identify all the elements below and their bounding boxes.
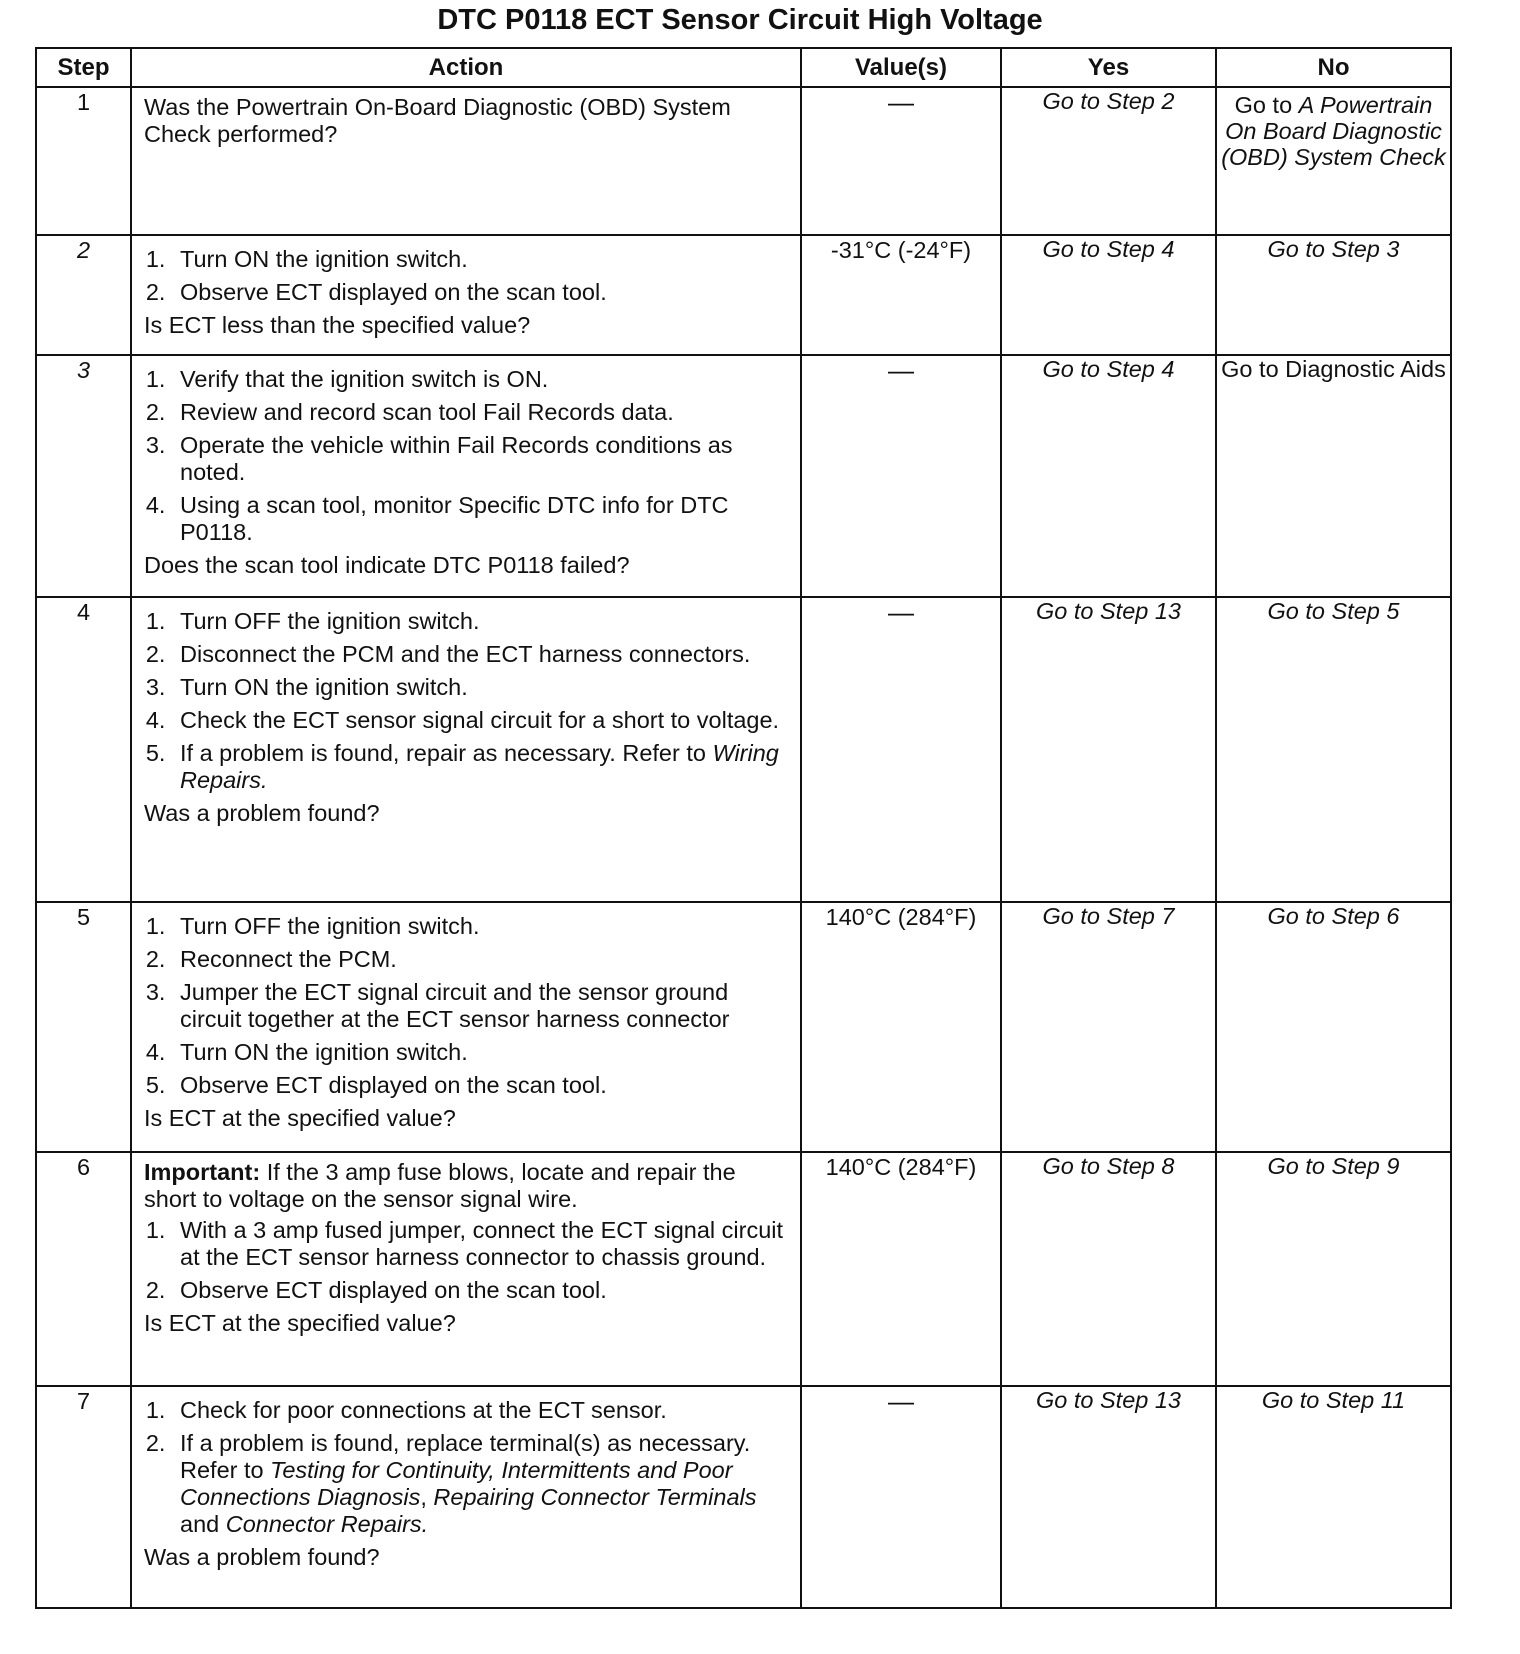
table-row-step-6 [36,1152,1451,1386]
table-header-row [36,48,1451,87]
value-cell: 140°C (284°F) [801,1152,1001,1386]
action-item: 2. Observe ECT displayed on the scan tool. [172,279,790,306]
step-number: 5 [36,902,131,1152]
action-list [144,366,790,546]
action-cell [131,1386,801,1608]
action-item: 1. Verify that the ignition switch is ON. [172,366,790,393]
action-item-text: If a problem is found, replace terminal(s) as necessary. Refer to [180,1430,751,1483]
action-item: 2. Observe ECT displayed on the scan tool. [172,1277,790,1304]
header-yes: Yes [1001,48,1216,87]
yes-cell[interactable]: Go to Step 2 [1001,87,1216,235]
action-item: 3. Turn ON the ignition switch. [172,674,790,701]
value-cell: 140°C (284°F) [801,902,1001,1152]
reference-link[interactable]: Repairing Connector Terminals [433,1484,757,1510]
no-cell[interactable]: Go to Step 3 [1216,235,1451,355]
action-item-text: If a problem is found, repair as necessary. Refer to [180,740,713,766]
yes-cell[interactable]: Go to Step 4 [1001,355,1216,597]
action-item: 4. Turn ON the ignition switch. [172,1039,790,1066]
action-list [144,608,790,794]
action-item: 4. Using a scan tool, monitor Specific DTC info for DTC P0118. [172,492,790,546]
action-cell [131,235,801,355]
important-label: Important: [144,1159,261,1185]
action-item: 1. Check for poor connections at the ECT sensor. [172,1397,790,1424]
action-item: 5. Observe ECT displayed on the scan tool. [172,1072,790,1099]
value-cell: — [801,355,1001,597]
no-prefix: Go to [1234,92,1299,118]
action-item: 4. Check the ECT sensor signal circuit for a short to voltage. [172,707,790,734]
step-number: 1 [36,87,131,235]
yes-cell[interactable]: Go to Step 8 [1001,1152,1216,1386]
yes-cell[interactable]: Go to Step 4 [1001,235,1216,355]
action-list [144,1397,790,1538]
header-step: Step [36,48,131,87]
action-list [144,246,790,306]
step-number: 6 [36,1152,131,1386]
important-note [144,1159,790,1213]
no-cell[interactable]: Go to Diagnostic Aids [1216,355,1451,597]
table-row-step-1 [36,87,1451,235]
important-text: If the 3 amp fuse blows, locate and repair the short to voltage on the sensor signal wire. [144,1159,736,1212]
action-list [144,1217,790,1304]
action-question: Does the scan tool indicate DTC P0118 failed? [144,552,630,578]
action-question: Is ECT at the specified value? [144,1310,456,1336]
no-cell[interactable]: Go to Step 9 [1216,1152,1451,1386]
diagnostic-table [35,47,1452,1609]
action-cell [131,355,801,597]
action-item: 3. Operate the vehicle within Fail Records conditions as noted. [172,432,790,486]
action-item-text: , [420,1484,434,1510]
action-item: 1. Turn OFF the ignition switch. [172,913,790,940]
action-cell [131,87,801,235]
yes-cell[interactable]: Go to Step 13 [1001,597,1216,902]
page-title: DTC P0118 ECT Sensor Circuit High Voltage [437,4,1043,36]
no-cell[interactable] [1216,87,1451,235]
header-action: Action [131,48,801,87]
action-cell [131,902,801,1152]
value-cell: — [801,1386,1001,1608]
no-cell[interactable]: Go to Step 11 [1216,1386,1451,1608]
header-no: No [1216,48,1451,87]
action-question: Is ECT at the specified value? [144,1105,456,1131]
value-cell: — [801,87,1001,235]
action-item: 2. Reconnect the PCM. [172,946,790,973]
reference-link[interactable]: Testing for Continuity, Intermittents and Poor Connections Diagnosis [180,1457,733,1510]
table-row-step-4 [36,597,1451,902]
action-item: 1. With a 3 amp fused jumper, connect the ECT signal circuit at the ECT sensor harness connector to chassis ground. [172,1217,790,1271]
action-item: 2. Disconnect the PCM and the ECT harness connectors. [172,641,790,668]
reference-link[interactable]: Connector Repairs. [225,1511,429,1537]
value-cell: — [801,597,1001,902]
table-row-step-5 [36,902,1451,1152]
table-row-step-7 [36,1386,1451,1608]
action-item: 2. Review and record scan tool Fail Records data. [172,399,790,426]
table-row-step-3 [36,355,1451,597]
step-number: 3 [36,355,131,597]
action-item: 1. Turn ON the ignition switch. [172,246,790,273]
yes-cell[interactable]: Go to Step 13 [1001,1386,1216,1608]
step-number: 2 [36,235,131,355]
reference-link[interactable]: Wiring Repairs. [180,740,779,793]
action-item: 1. Turn OFF the ignition switch. [172,608,790,635]
action-cell [131,597,801,902]
no-link[interactable]: A Powertrain On Board Diagnostic (OBD) System Check [1221,92,1446,170]
step-number: 4 [36,597,131,902]
header-values: Value(s) [801,48,1001,87]
action-item-text: and [180,1511,226,1537]
action-question: Was a problem found? [144,1544,380,1570]
action-question: Was a problem found? [144,800,380,826]
value-cell: -31°C (-24°F) [801,235,1001,355]
action-item [172,740,790,794]
action-item [172,1430,790,1538]
table-row-step-2 [36,235,1451,355]
no-cell[interactable]: Go to Step 5 [1216,597,1451,902]
step-number: 7 [36,1386,131,1608]
action-item: 3. Jumper the ECT signal circuit and the sensor ground circuit together at the ECT sensor harness connector [172,979,790,1033]
no-cell[interactable]: Go to Step 6 [1216,902,1451,1152]
action-question: Was the Powertrain On-Board Diagnostic (OBD) System Check performed? [144,94,731,147]
action-cell [131,1152,801,1386]
action-question: Is ECT less than the specified value? [144,312,531,338]
yes-cell[interactable]: Go to Step 7 [1001,902,1216,1152]
action-list [144,913,790,1099]
